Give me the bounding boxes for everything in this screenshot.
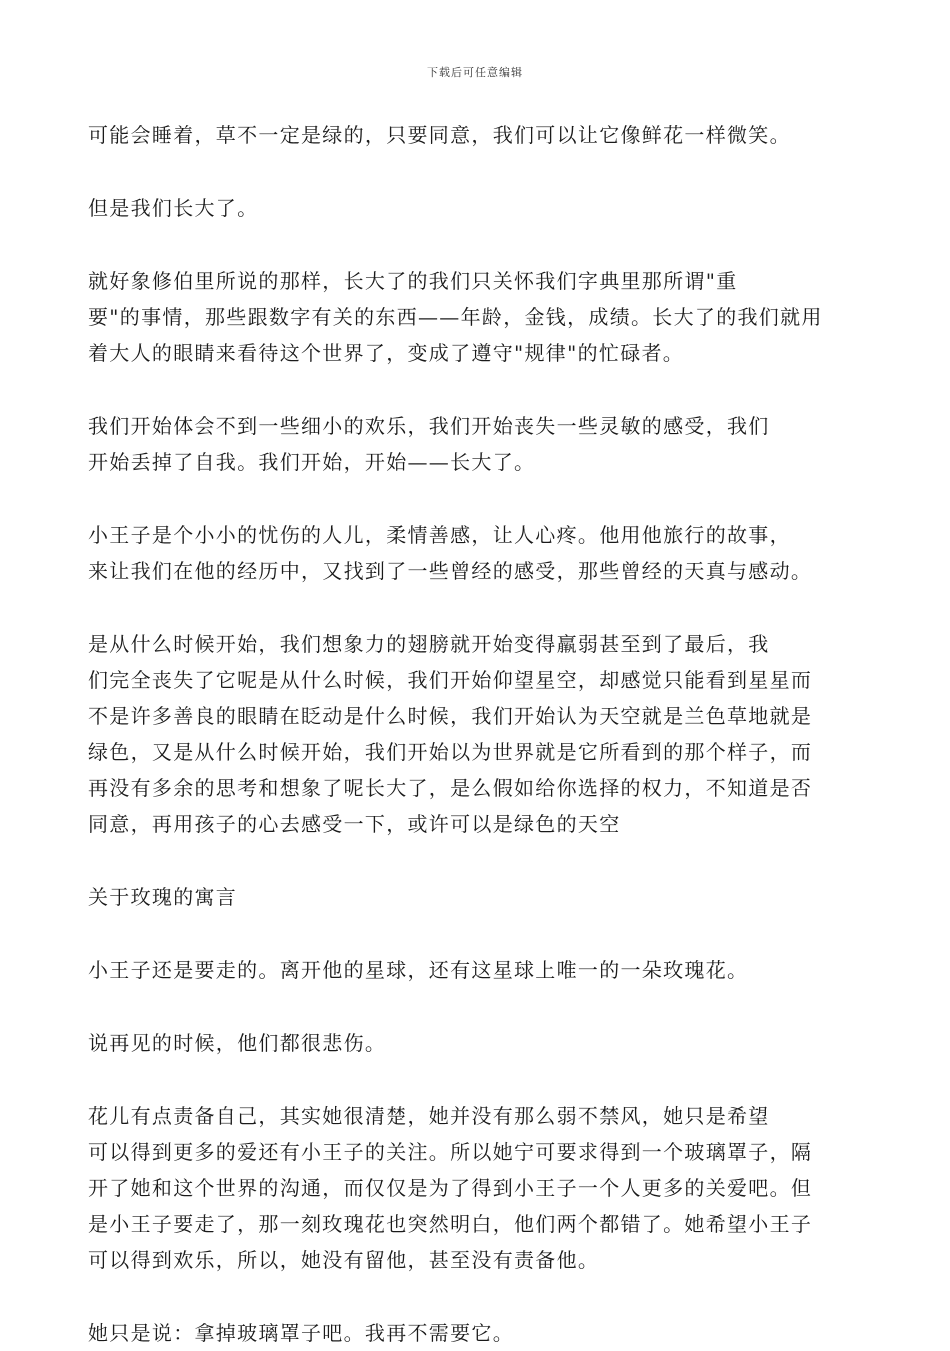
- paragraph-9: 花儿有点责备自己，其实她很清楚，她并没有那么弱不禁风，她只是希望 可以得到更多的爱还有小王子的关注。所以她宁可要求得到一个玻璃罩子，隔 开了她和这个世界的沟通，而仅仅是为了得到小王子一个人更多的关爱吧。但 是小王子要走了，那一刻玫瑰花也突然明白，他们两个都错了。她希望小王子 可以得到欢乐，所以，她没有留他，甚至没有责备他。: [88, 1104, 813, 1272]
- paragraph-3: 就好象修伯里所说的那样，长大了的我们只关怀我们字典里那所谓"重 要"的事情，那些跟数字有关的东西——年龄，金钱，成绩。长大了的我们就用 着大人的眼睛来看待这个世界了，变成了遵守"规律"的忙碌者。: [88, 269, 823, 365]
- paragraph-10: 她只是说：拿掉玻璃罩子吧。我再不需要它。: [88, 1321, 514, 1345]
- paragraph-7: 小王子还是要走的。离开他的星球，还有这星球上唯一的一朵玫瑰花。: [88, 958, 749, 982]
- paragraph-2: 但是我们长大了。: [88, 196, 259, 220]
- paragraph-5: 小王子是个小小的忧伤的人儿，柔情善感，让人心疼。他用他旅行的故事， 来让我们在他的经历中，又找到了一些曾经的感受，那些曾经的天真与感动。: [88, 523, 813, 583]
- page-header: 下载后可任意编辑: [427, 66, 523, 79]
- paragraph-6: 是从什么时候开始，我们想象力的翅膀就开始变得羸弱甚至到了最后，我 们完全丧失了它呢是从什么时候，我们开始仰望星空，却感觉只能看到星星而 不是许多善良的眼睛在眨动是什么时候，我们开始认为天空就是兰色草地就是 绿色，又是从什么时候开始，我们开始以为世界就是它所看到的那个样子，而 再没有多余的思考和想象了呢长大了，是么假如给你选择的权力，不知道是否 同意，再用孩子的心去感受一下，或许可以是绿色的天空: [88, 632, 813, 836]
- paragraph-4: 我们开始体会不到一些细小的欢乐，我们开始丧失一些灵敏的感受，我们 开始丢掉了自我。我们开始，开始——长大了。: [88, 414, 770, 474]
- paragraph-1: 可能会睡着，草不一定是绿的，只要同意，我们可以让它像鲜花一样微笑。: [88, 123, 791, 147]
- document-body: [88, 117, 866, 1351]
- paragraph-8: 说再见的时候，他们都很悲伤。: [88, 1031, 387, 1055]
- section-heading: 关于玫瑰的寓言: [88, 885, 238, 909]
